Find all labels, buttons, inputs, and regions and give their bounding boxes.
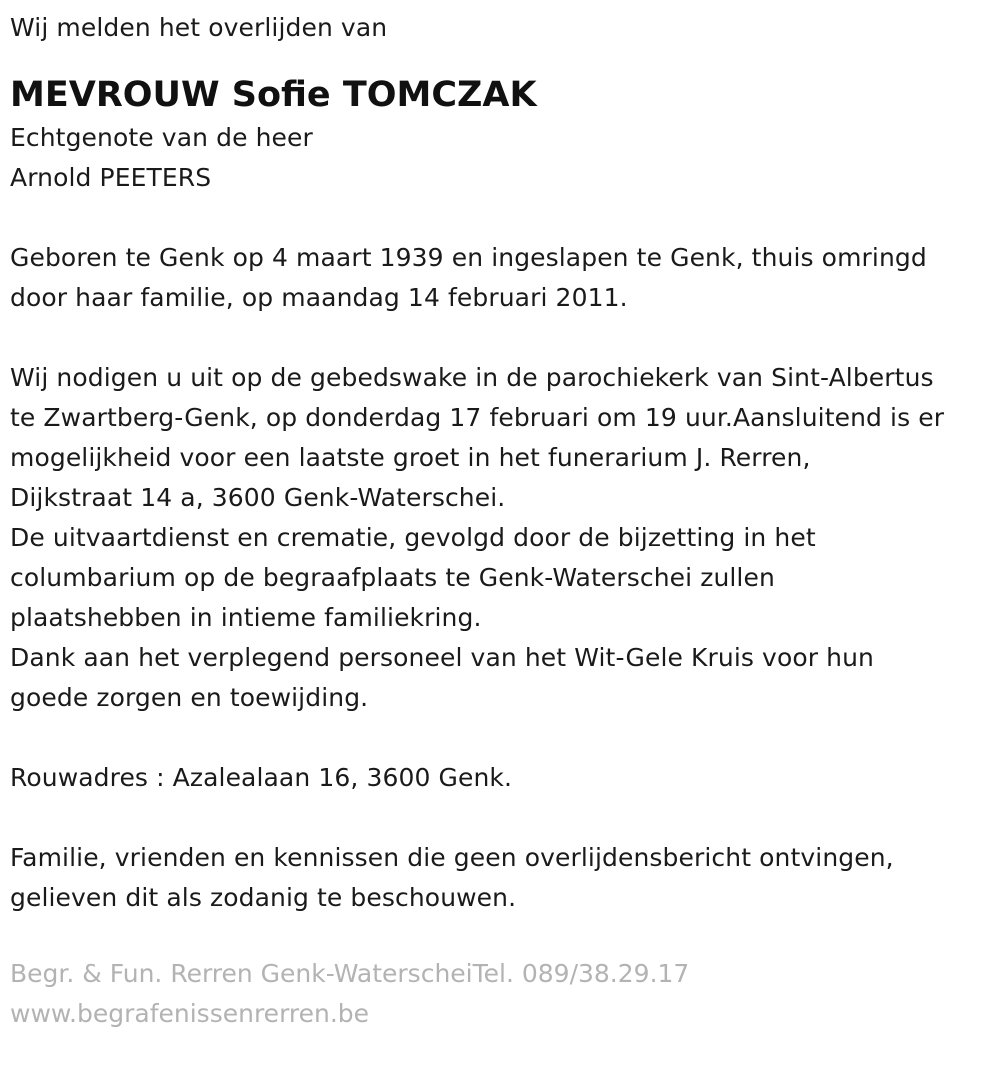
- spouse-line: Echtgenote van de heer: [10, 123, 313, 152]
- spacer: [10, 718, 1000, 758]
- spouse-name: Arnold PEETERS: [10, 163, 212, 192]
- ceremony-line: columbarium op de begraafplaats te Genk-Waterschei zullen: [10, 563, 775, 592]
- spouse-block: [10, 118, 1000, 198]
- notice-line: Familie, vrienden en kennissen die geen overlijdensbericht ontvingen,: [10, 843, 894, 872]
- ceremony-block: [10, 358, 1000, 718]
- birth-line: door haar familie, op maandag 14 februari 2011.: [10, 283, 628, 312]
- ceremony-line: Wij nodigen u uit op de gebedswake in de parochiekerk van Sint-Albertus: [10, 363, 934, 392]
- notice-line: gelieven dit als zodanig te beschouwen.: [10, 883, 517, 912]
- deceased-name: MEVROUW Sofie TOMCZAK: [10, 75, 537, 115]
- birth-line: Geboren te Genk op 4 maart 1939 en ingeslapen te Genk, thuis omringd: [10, 243, 927, 272]
- mourning-address: Rouwadres : Azalealaan 16, 3600 Genk.: [10, 763, 513, 792]
- ceremony-line: plaatshebben in intieme familiekring.: [10, 603, 482, 632]
- spacer: [10, 198, 1000, 238]
- ceremony-line: Dijkstraat 14 a, 3600 Genk-Waterschei.: [10, 483, 506, 512]
- spacer: [10, 318, 1000, 358]
- funeral-home-contact: Begr. & Fun. Rerren Genk-WaterscheiTel. 089/38.29.17: [10, 959, 690, 988]
- ceremony-line: De uitvaartdienst en crematie, gevolgd door de bijzetting in het: [10, 523, 816, 552]
- ceremony-line: te Zwartberg-Genk, op donderdag 17 februari om 19 uur.Aansluitend is er: [10, 403, 945, 432]
- ceremony-line: mogelijkheid voor een laatste groet in het funerarium J. Rerren,: [10, 443, 811, 472]
- funeral-home-footer: [10, 954, 1000, 1034]
- spacer: [10, 798, 1000, 838]
- ceremony-line: goede zorgen en toewijding.: [10, 683, 369, 712]
- birth-block: [10, 238, 1000, 318]
- funeral-home-website[interactable]: www.begrafenissenrerren.be: [10, 999, 370, 1028]
- ceremony-line: Dank aan het verplegend personeel van het Wit-Gele Kruis voor hun: [10, 643, 874, 672]
- intro-text: Wij melden het overlijden van: [10, 13, 388, 42]
- notice-block: [10, 838, 1000, 918]
